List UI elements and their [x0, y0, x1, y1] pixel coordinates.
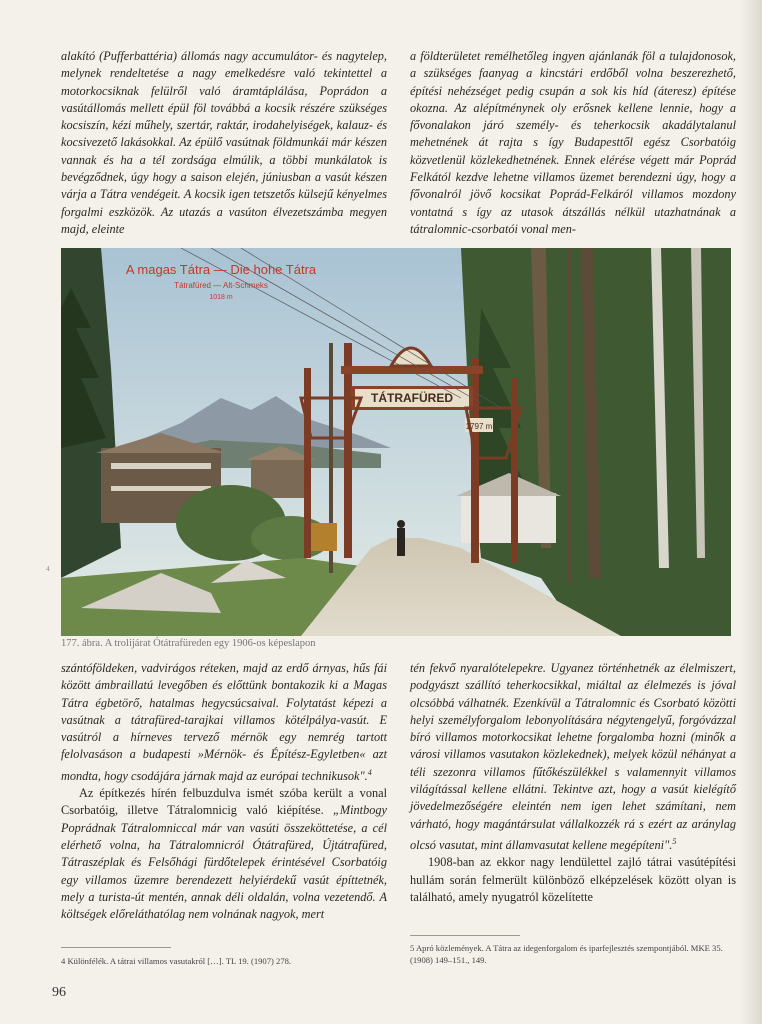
- top-left-column: [61, 48, 387, 238]
- footnote-5: 5 Apró közlemények. A Tátra az idegenforgalom és iparfejlesztés szempontjából. MKE 35. (1908) 149–151., 149.: [410, 943, 723, 965]
- top-right-column: [410, 48, 736, 238]
- page-edge-shadow: [740, 0, 762, 1024]
- margin-mark: 4: [46, 565, 50, 573]
- bottom-left-paragraph-2: [61, 785, 387, 923]
- bottom-left-column: [61, 660, 387, 924]
- bottom-right-paragraph-1: [410, 660, 736, 854]
- gate-sign: TÁTRAFÜRED: [371, 391, 453, 405]
- bottom-right-paragraph-1-text: tén fekvő nyaralótelepekre. Ugyanez történhetnék az élelmiszert, podgyászt szállító teherkocsikkal, miáltal az élelmezés is jóval olcsóbbá válhatnék. Ezenkívül a Tátralomnic és Csorbató közötti helyi személyforgalom lebonyolítására négytengelyű, forgóvázzal bíró villamos motorkocsikat lehetne forgalomba hozni (minők a városi villamos vasutakon közlekednek), melyek közül néhányat a téli szezonra villamos fűtőkészülékkel s valamennyit villamos világítással kellene ellátni. Tekintve azt, hogy a vasút kielégítő jövedelmezőségére eleintén nem igen lehet számítani, nem várható, hogy magántársulat vállalkozzék rá s ezért az aránylag olcsó vasutat, mint államvasutat kellene megépíteni".: [410, 661, 736, 853]
- footnote-ref-4[interactable]: 4: [367, 767, 372, 777]
- postcard-subtitle: Tátrafüred — Alt-Schmeks: [174, 281, 268, 290]
- top-left-paragraph: alakító (Pufferbattéria) állomás nagy accumulátor- és nagytelep, melynek rendeltetése a nagy emelkedésre való tekintettel a motorkocsiknak felülről való áramtáplálása, Poprádon a vasútállomás mellett épül föl továbbá a kocsik részére szükséges kocsiszín, kézi műhely, szertár, raktár, irodahelyiségek, kalauz- és kocsivezető lakásokkal. Az épülő vasútnak földmunkái már készen vannak és ha a tél zordsága elmúlik, a többi munkálatok is bevégződnek, úgy hogy a saison elején, júniusban a vasút készen várja a Tátra vendégeit. A kocsik igen tetszetős külsejű kényelmes forgalmi eszközök. Az utazás a vasúton élvezetszámba megyen majd, eleinte: [61, 49, 387, 236]
- footnote-4: 4 Különfélék. A tátrai villamos vasutakról […]. TL 19. (1907) 278.: [61, 956, 292, 966]
- bottom-left-paragraph-2-intro: Az építkezés hírén felbuzdulva ismét szóba került a vonal Csorbatóig, illetve Tátralomnicig való kiépítése.: [61, 786, 387, 818]
- postcard-figure: [61, 248, 731, 636]
- postcard-title: A magas Tátra — Die hohe Tátra: [125, 262, 317, 277]
- figure-caption: 177. ábra. A trolijárat Ótátrafüreden egy 1906-os képeslapon: [61, 638, 316, 649]
- bottom-left-quote: „Mintbogy Poprádnak Tátralomniccal már van vasúti összeköttetése, a cél elérhető volna, ha Tátralomnicról Ótátrafüred, Újtátrafüred, Tátraszéplak és Felsőhági fürdőtelepek érintésével Csorbatóig egy villamos üzemre berendezett helyiérdekű vasút építtetnék, mely a turista-út mentén, annak déli oldalán, volna vezetendő. A költségek előreláthatólag nem volnának nagyok, mert: [61, 803, 387, 922]
- bottom-left-paragraph-1-text: szántóföldeken, vadvirágos réteken, majd az erdő árnyas, hűs fái között ámbraillatú levegőben és előttünk bontakozik ki a Magas Tátra égbetörő, hatalmas hegycsúcsaival. Folytatást képezi a vasútnak a tátrafüred-tarajkai villamos kötélpálya-vasút. E vasútról a hírneves tervező mérnök egy nemrég tartott felolvasáson a budapesti »Mérnök- és Építész-Egyletben« azt mondta, hogy csodájára járnak majd az európai technikusok".: [61, 661, 387, 783]
- footnote-rule-left: [61, 947, 171, 948]
- gate-plate: 1797 m: [465, 422, 493, 431]
- bottom-right-column: [410, 660, 736, 906]
- page-number: 96: [52, 985, 66, 1000]
- footnote-rule-right: [410, 935, 520, 936]
- bottom-left-paragraph-1: [61, 660, 387, 785]
- footnote-ref-5[interactable]: 5: [672, 836, 677, 846]
- top-right-paragraph: a földterületet remélhetőleg ingyen ajánlanák föl a tulajdonosok, a szükséges faanyag a kincstári erdőből volna beszerezhető, építési nehézséget pedig csupán a sok kis híd (áteresz) építése okozna. Az alépítménynek oly erősnek kellene lennie, hogy a fővonalakon járó személy- és teherkocsik akadálytalanul mehetnének át rajta s így Budapesttől egész Csorbatóig közvetlenül közlekedhetnének. Ennek elérése végett már Poprád Felkától kezdve lehetne villamos üzemet berendezni úgy, hogy a fővonalról jövő kocsikat Poprád-Felkáról villamos mozdony vontatná s így az utasok átszállás nélkül utazhatnának a tátralomnic-csorbatói vonal men-: [410, 49, 736, 236]
- postcard-image: [61, 248, 731, 636]
- bottom-right-paragraph-2: 1908-ban az ekkor nagy lendülettel zajló tátrai vasútépítési hullám során felmerült különböző elképzelések között olyan is található, amely nyugatról közelítette: [410, 855, 736, 904]
- postcard-elevation: 1018 m: [209, 294, 233, 301]
